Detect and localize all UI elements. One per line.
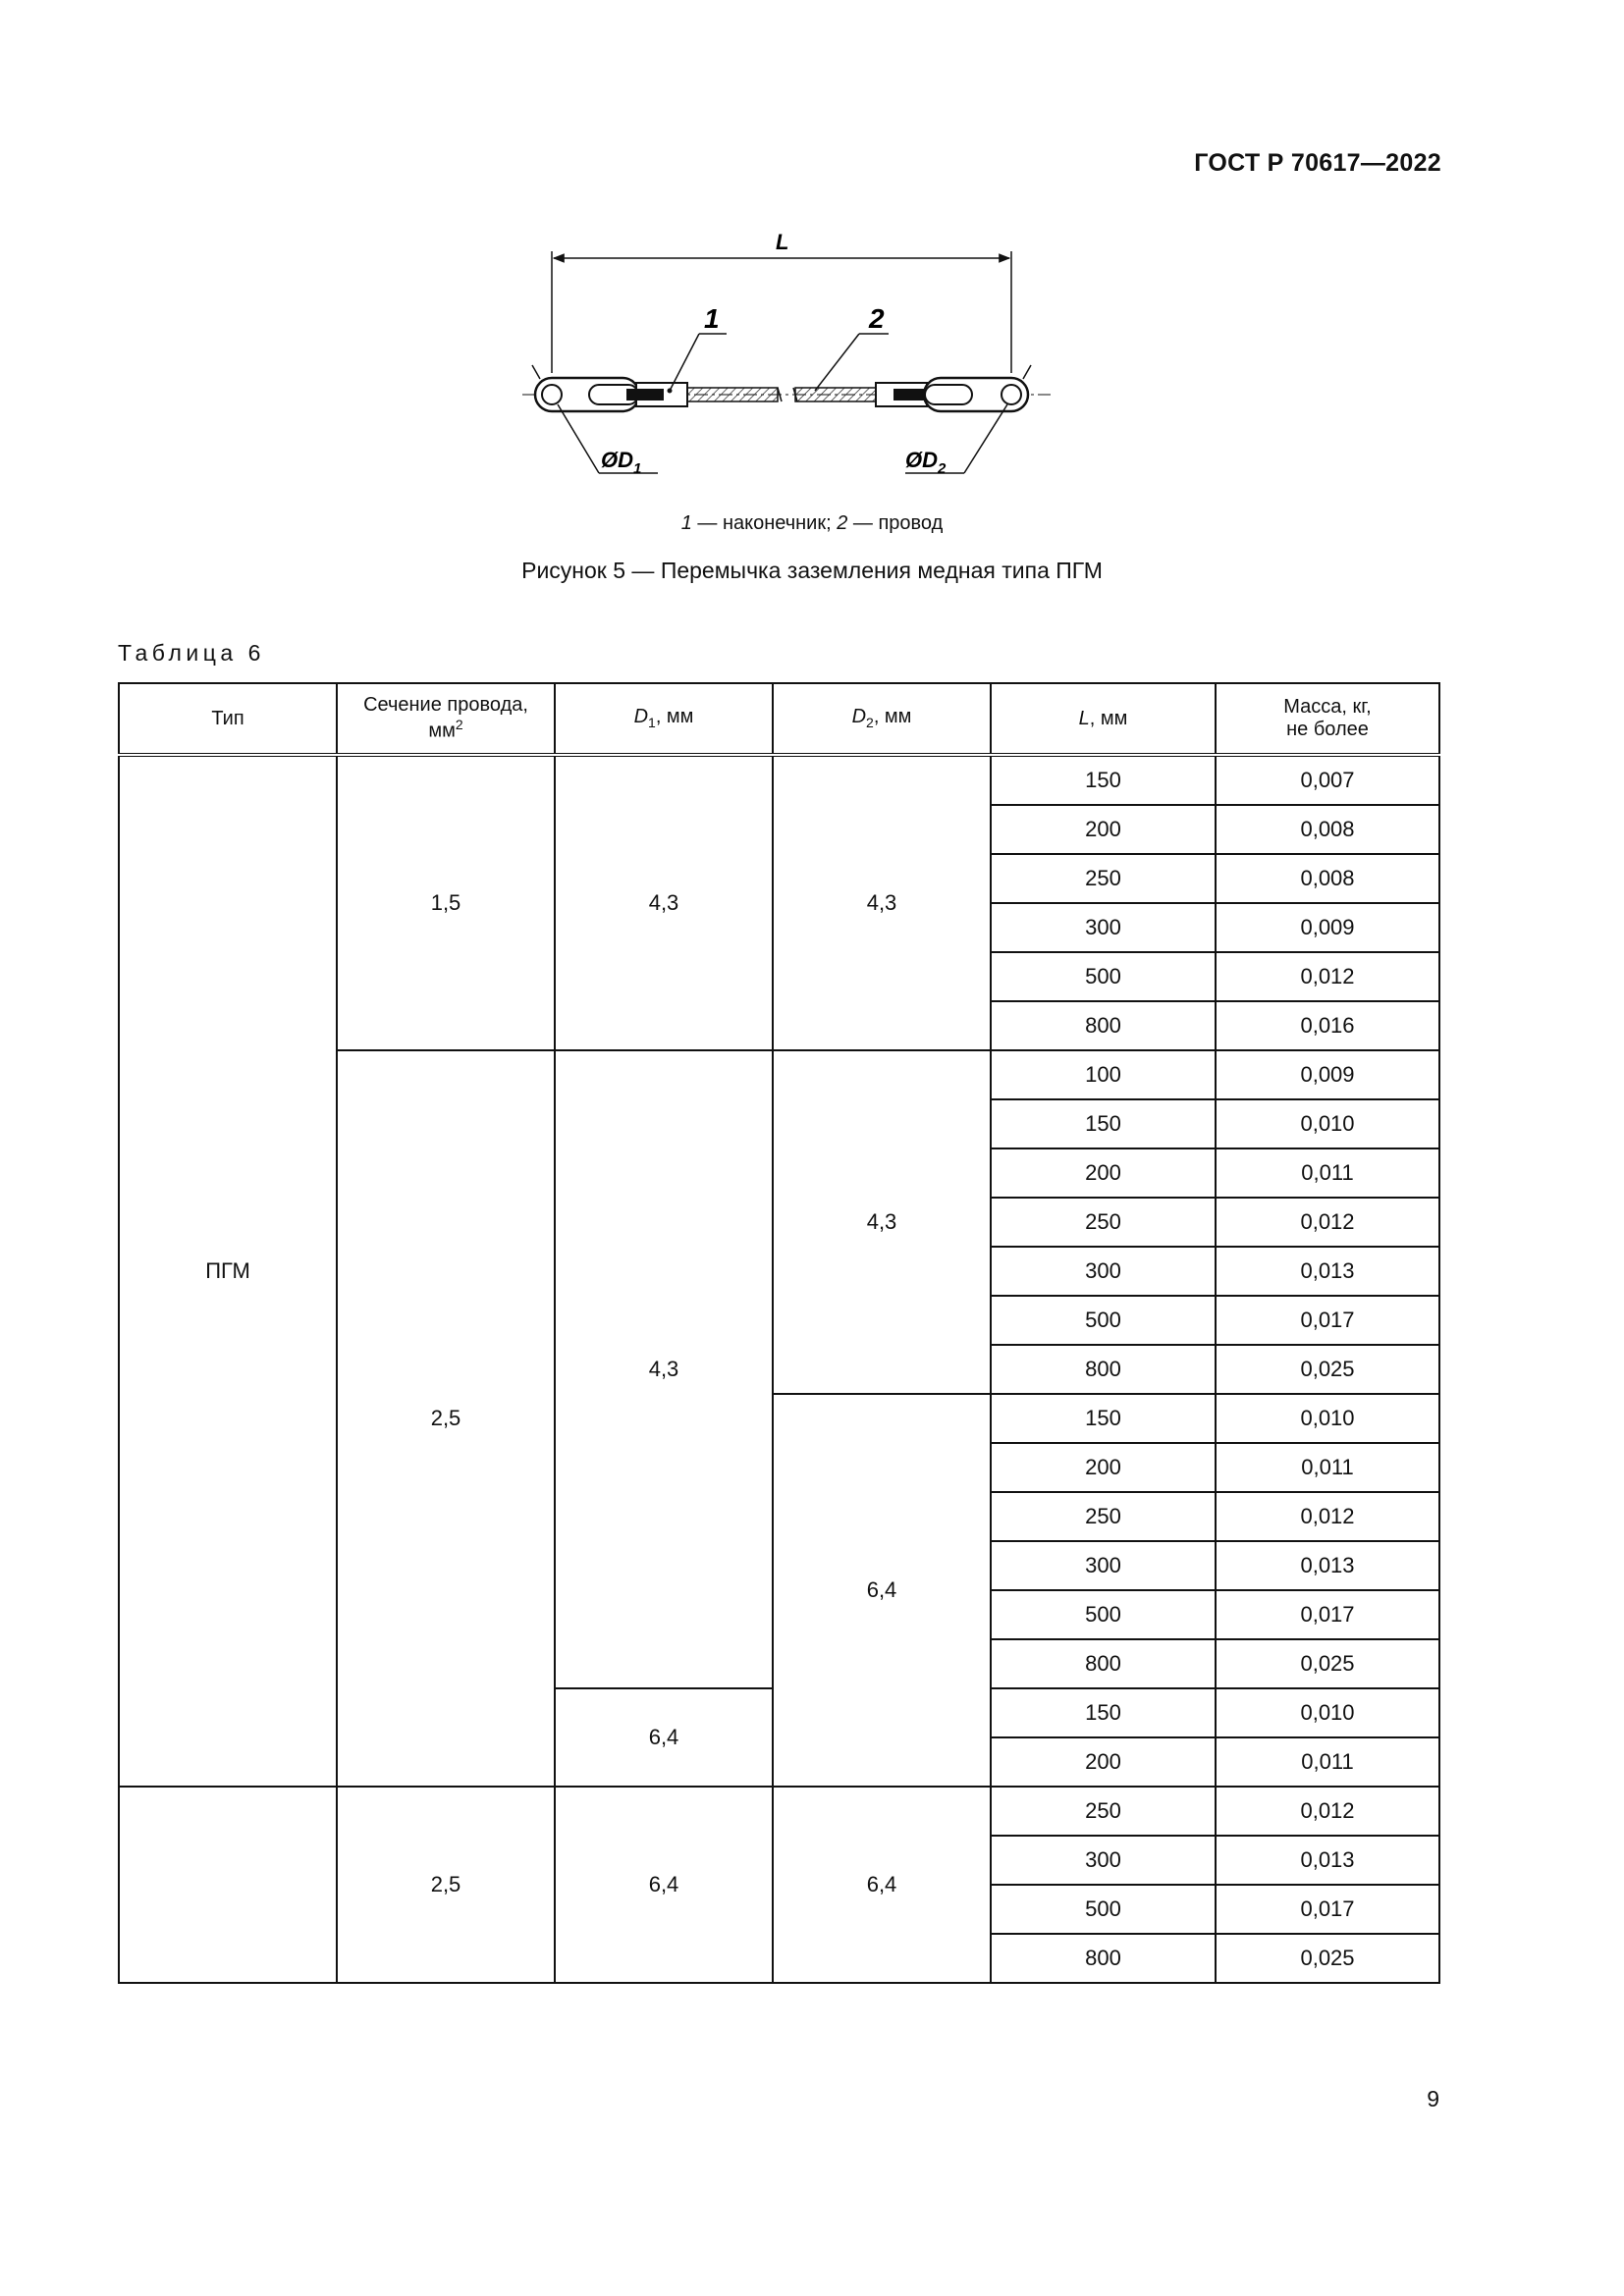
cell-mass: 0,013 xyxy=(1216,1541,1439,1590)
table-row xyxy=(119,755,1439,805)
cell-length: 500 xyxy=(991,1296,1216,1345)
cell-length: 300 xyxy=(991,1247,1216,1296)
cell-mass: 0,012 xyxy=(1216,952,1439,1001)
cell-mass: 0,007 xyxy=(1216,755,1439,805)
callout-line-2 xyxy=(815,334,859,391)
cell-d2: 6,4 xyxy=(773,1787,991,1983)
cell-mass: 0,013 xyxy=(1216,1247,1439,1296)
legend-number-2: 2 xyxy=(837,512,848,534)
cell-mass: 0,010 xyxy=(1216,1394,1439,1443)
cell-mass: 0,011 xyxy=(1216,1443,1439,1492)
header-length: L, мм xyxy=(991,683,1216,755)
cell-mass: 0,009 xyxy=(1216,903,1439,952)
cell-d1: 4,3 xyxy=(555,755,773,1050)
cell-length: 800 xyxy=(991,1345,1216,1394)
cell-mass: 0,016 xyxy=(1216,1001,1439,1050)
header-type: Тип xyxy=(119,683,337,755)
wire-right xyxy=(795,388,876,401)
table-header-row xyxy=(119,683,1439,755)
cell-length: 200 xyxy=(991,1148,1216,1198)
cell-length: 500 xyxy=(991,1590,1216,1639)
cell-mass: 0,010 xyxy=(1216,1688,1439,1737)
table-title: Таблица 6 xyxy=(118,640,265,666)
cell-type-empty xyxy=(119,1787,337,1983)
callout-number-1: 1 xyxy=(704,303,720,334)
cell-mass: 0,012 xyxy=(1216,1492,1439,1541)
figure-caption: Рисунок 5 — Перемычка заземления медная типа ПГМ xyxy=(521,558,1103,583)
callout-number-2: 2 xyxy=(869,303,885,334)
legend-text-1: — наконечник; xyxy=(691,512,838,534)
cell-length: 150 xyxy=(991,1394,1216,1443)
cell-length: 150 xyxy=(991,1688,1216,1737)
cell-length: 200 xyxy=(991,1443,1216,1492)
cell-length: 800 xyxy=(991,1639,1216,1688)
right-lug xyxy=(876,378,1028,411)
cell-length: 500 xyxy=(991,952,1216,1001)
cell-length: 500 xyxy=(991,1885,1216,1934)
legend-number-1: 1 xyxy=(680,512,692,534)
header-mass: Масса, кг, не более xyxy=(1216,683,1439,755)
left-lug xyxy=(535,378,687,411)
cell-mass: 0,017 xyxy=(1216,1296,1439,1345)
cell-mass: 0,008 xyxy=(1216,805,1439,854)
cell-length: 300 xyxy=(991,1541,1216,1590)
leader-d2 xyxy=(964,404,1007,473)
cell-length: 150 xyxy=(991,755,1216,805)
header-d1: $D_1$, мм xyxy=(555,683,773,755)
wire-left xyxy=(687,388,778,401)
cell-section: 2,5 xyxy=(337,1050,555,1787)
cell-section: 1,5 xyxy=(337,755,555,1050)
header-d2: $D_2$, мм xyxy=(773,683,991,755)
cell-d2: 4,3 xyxy=(773,1050,991,1394)
cell-mass: 0,025 xyxy=(1216,1345,1439,1394)
leader-d1 xyxy=(558,404,599,473)
cell-length: 200 xyxy=(991,1737,1216,1787)
cell-length: 100 xyxy=(991,1050,1216,1099)
cell-mass: 0,012 xyxy=(1216,1787,1439,1836)
page-number: 9 xyxy=(1427,2086,1439,2111)
cell-mass: 0,011 xyxy=(1216,1737,1439,1787)
cell-length: 300 xyxy=(991,1836,1216,1885)
dimension-label-l: L xyxy=(776,230,789,254)
cell-length: 250 xyxy=(991,1198,1216,1247)
cell-length: 250 xyxy=(991,1787,1216,1836)
cell-length: 300 xyxy=(991,903,1216,952)
cell-section: 2,5 xyxy=(337,1787,555,1983)
cell-length: 250 xyxy=(991,854,1216,903)
cell-type: ПГМ xyxy=(119,755,337,1787)
cell-mass: 0,010 xyxy=(1216,1099,1439,1148)
cell-d1: 4,3 xyxy=(555,1050,773,1688)
cell-mass: 0,025 xyxy=(1216,1934,1439,1983)
cell-length: 800 xyxy=(991,1001,1216,1050)
cell-length: 200 xyxy=(991,805,1216,854)
cell-length: 800 xyxy=(991,1934,1216,1983)
cell-d2: 6,4 xyxy=(773,1394,991,1787)
specification-table xyxy=(118,682,1440,1984)
cell-mass: 0,017 xyxy=(1216,1590,1439,1639)
cell-mass: 0,008 xyxy=(1216,854,1439,903)
jumper-drawing xyxy=(491,216,1080,491)
diameter-label-d2: $ØD_2$ xyxy=(905,448,947,477)
document-code: ГОСТ Р 70617—2022 xyxy=(1194,149,1441,177)
table-row xyxy=(119,1787,1439,1836)
diameter-label-d1: $ØD_1$ xyxy=(601,448,642,477)
cell-d1: 6,4 xyxy=(555,1688,773,1787)
cell-mass: 0,011 xyxy=(1216,1148,1439,1198)
header-section: Сечение провода, $мм^2$ xyxy=(337,683,555,755)
figure-legend xyxy=(0,512,1624,535)
cell-mass: 0,012 xyxy=(1216,1198,1439,1247)
cell-length: 150 xyxy=(991,1099,1216,1148)
cell-d2: 4,3 xyxy=(773,755,991,1050)
cell-mass: 0,013 xyxy=(1216,1836,1439,1885)
legend-text-2: — провод xyxy=(847,512,944,534)
cell-length: 250 xyxy=(991,1492,1216,1541)
cell-d1: 6,4 xyxy=(555,1787,773,1983)
cell-mass: 0,025 xyxy=(1216,1639,1439,1688)
cell-mass: 0,017 xyxy=(1216,1885,1439,1934)
cell-mass: 0,009 xyxy=(1216,1050,1439,1099)
